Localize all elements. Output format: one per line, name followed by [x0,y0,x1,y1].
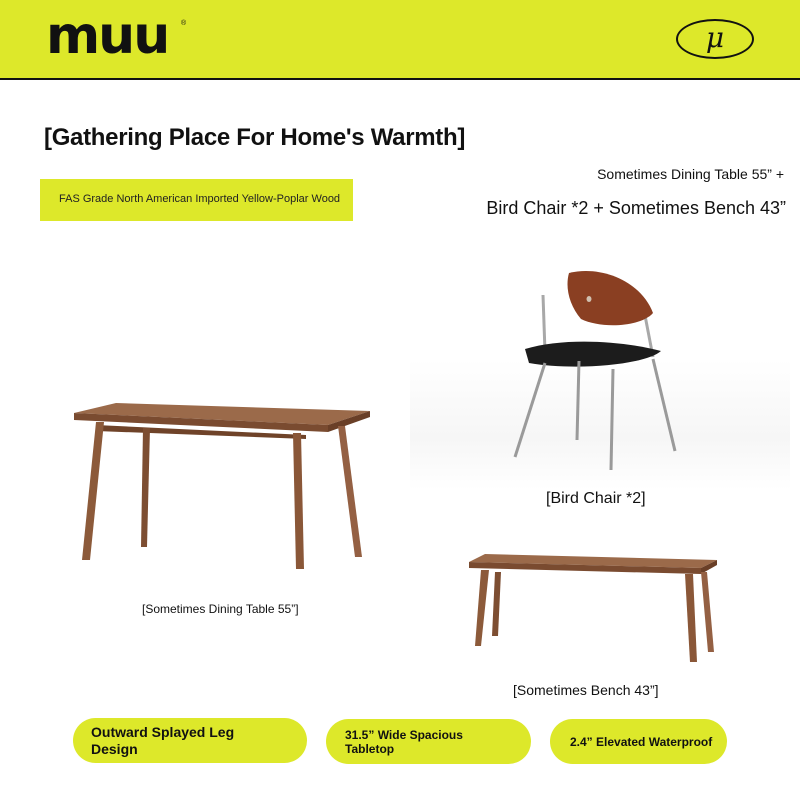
feature-pill-waterproof [550,719,727,764]
material-tag-text: FAS Grade North American Imported Yellow-Poplar Wood [59,193,341,205]
table-caption: [Sometimes Dining Table 55”] [142,602,299,616]
set-description-line2: Bird Chair *2 + Sometimes Bench 43” [486,198,786,218]
feature-pill-label: Outward Splayed Leg Design [91,724,235,757]
chair-caption: [Bird Chair *2] [546,490,646,507]
material-tag [40,179,353,221]
mu-badge-icon: μ [676,19,754,59]
page-headline: [Gathering Place For Home's Warmth] [44,124,466,151]
feature-pill-tabletop [326,719,531,764]
dining-table-image [60,395,390,580]
bird-chair-image [505,265,685,475]
registered-mark: ® [181,20,187,27]
feature-pill-label: 2.4” Elevated Waterproof [570,735,713,749]
brand-logo[interactable]: muu [46,6,169,66]
bench-image [465,548,725,668]
feature-pill-label: 31.5” Wide Spacious Tabletop [345,728,463,757]
brand-header [0,0,800,80]
bench-caption: [Sometimes Bench 43”] [513,682,659,698]
feature-pill-splayed-legs [73,718,307,763]
set-description-line1: Sometimes Dining Table 55” + [597,166,784,182]
